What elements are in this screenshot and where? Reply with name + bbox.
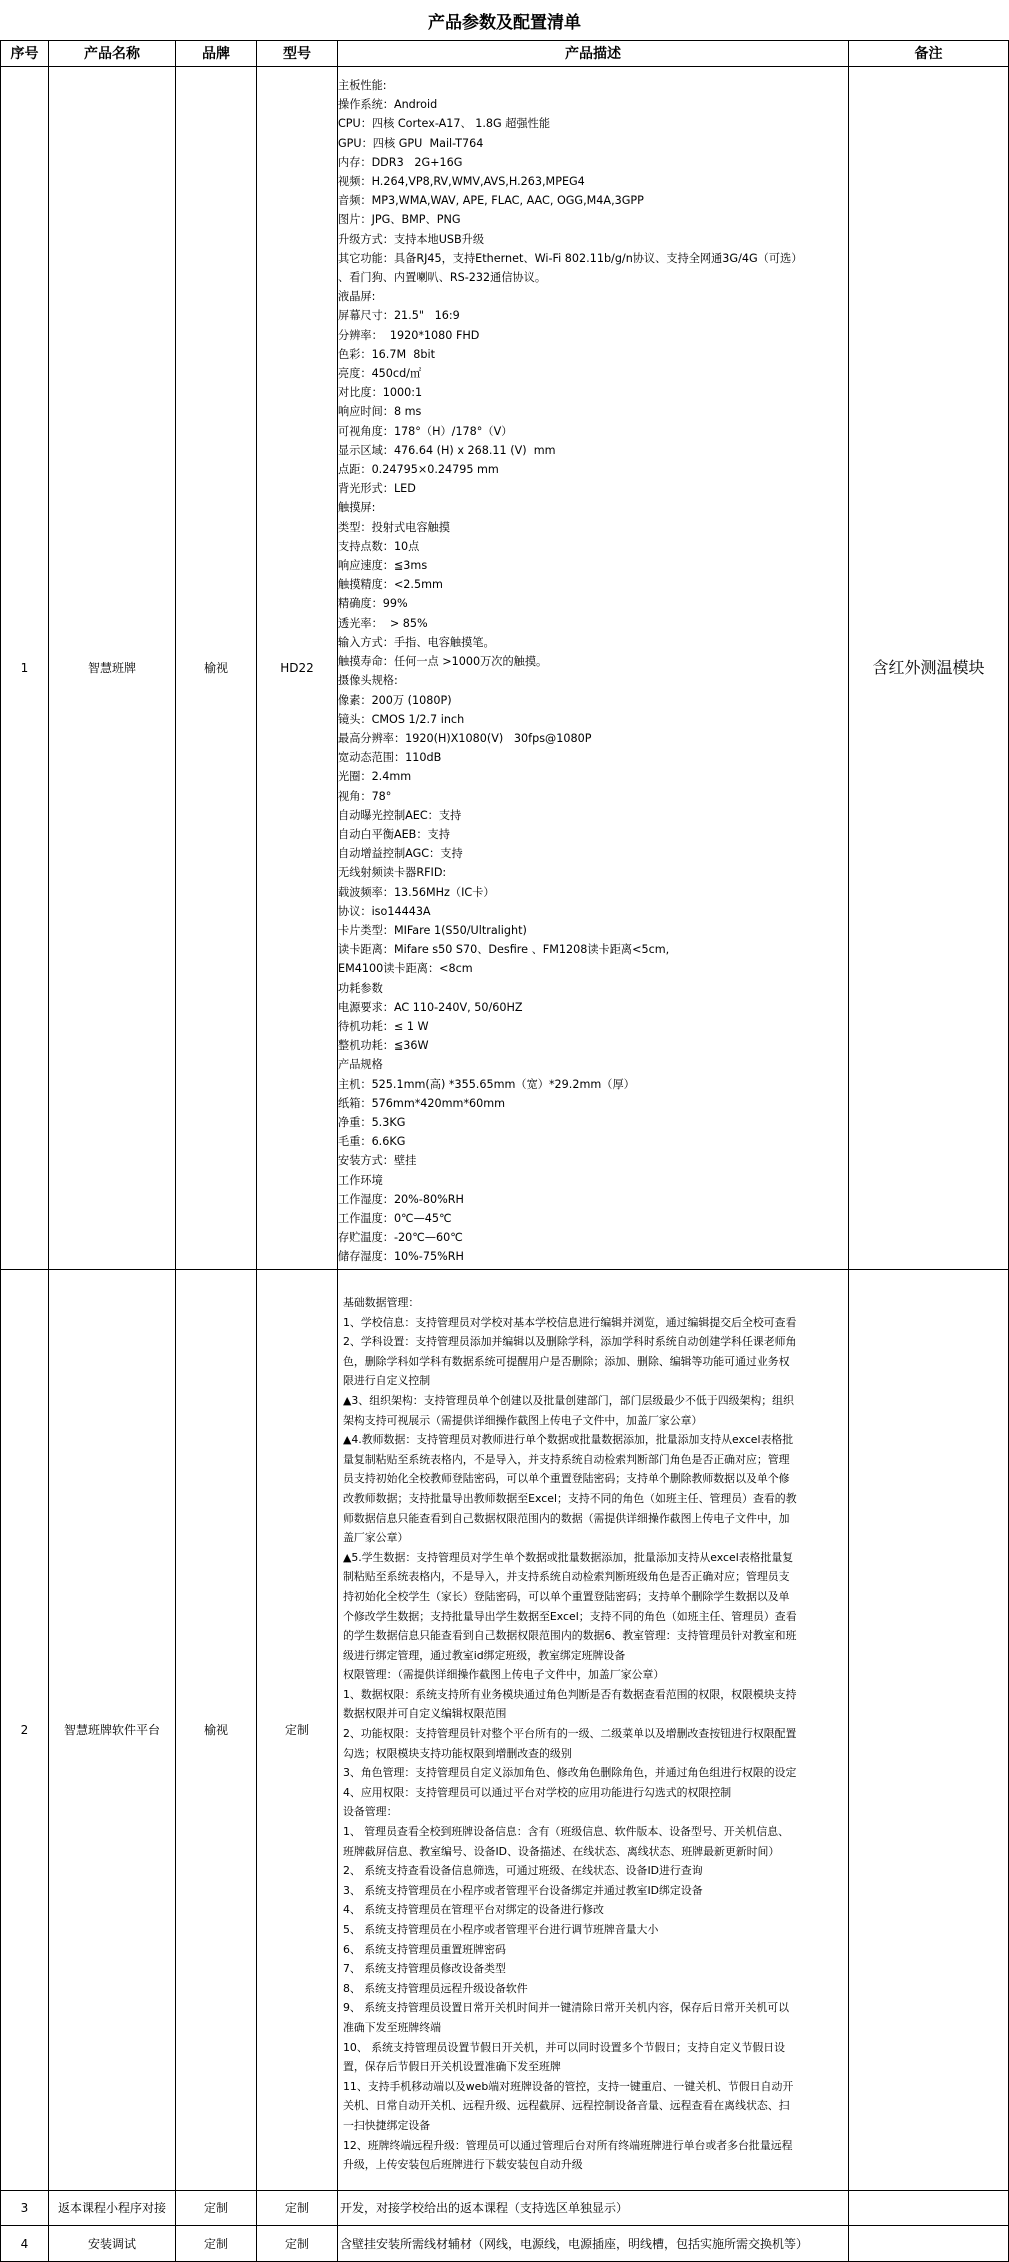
row4-name: 安装调试 bbox=[87, 2236, 136, 2251]
header-desc: 产品描述 bbox=[565, 45, 621, 62]
row2-model: 定制 bbox=[284, 1723, 309, 1737]
row1-remark: 含红外测温模块 bbox=[872, 658, 985, 677]
row1-index: 1 bbox=[20, 661, 29, 675]
row4-index: 4 bbox=[20, 2236, 29, 2251]
header-name: 产品名称 bbox=[84, 45, 140, 62]
row3-model: 定制 bbox=[284, 2201, 309, 2215]
header-model: 型号 bbox=[283, 45, 311, 62]
row2-index: 2 bbox=[20, 1723, 29, 1737]
row2-description: 基础数据管理： 1、学校信息：支持管理员对学校对基本学校信息进行编辑并浏览，通过编辑提交后全校可查看 2、学科设置：支持管理员添加并编辑以及删除学科，添加学科时系统自动创建学科任课老师角 色，删除学科如学科有数据系统可提醒用户是否删除；添加、删除、编辑等功能可通过业务权 限进行自定义控制 ▲3、组织架构：支持管理员单个创建以及批量创建部门，部门层级最少不低于四级架构；组织 架构支持可视展示（需提供详细操作截图上传电子文件中，加盖厂家公章） ▲4.教师数据：支持管理员对教师进行单个数据或批量数据添加，批量添加支持从excel表格批 量复制粘贴至系统表格内，不是导入，并支持系统自动检索判断部门角色是否正确对应；管理 员支持初始化全校教师登陆密码，可以单个重置登陆密码；支持单个删除教师数据以及单个修 改教师数据；支持批量导出教师数据至Excel；支持不同的角色（如班主任、管理员）查看的教 师数据信息只能查看到自己数据权限范围内的数据（需提供详细操作截图上传电子文件中，加 盖厂家公章） ▲5.学生数据：支持管理员对学生单个数据或批量数据添加，批量添加支持从excel表格批量复 制粘贴至系统表格内，不是导入，并支持系统自动检索判断班级角色是否正确对应；管理员支 持初始化全校学生（家长）登陆密码，可以单个重置登陆密码；支持单个删除学生数据以及单 个修改学生数据；支持批量导出学生数据至Excel；支持不同的角色（如班主任、管理员）查看 的学生数据信息只能查看到自己数据权限范围内的数据6、教室管理：支持管理员针对教室和班 级进行绑定管理，通过教室id绑定班级，教室绑定班牌设备 权限管理：（需提供详细操作截图上传电子文件中，加盖厂家公章） 1、数据权限：系统支持所有业务模块通过角色判断是否有数据查看范围的权限，权限模块支持 数据权限并可自定义编辑权限范围 2、功能权限：支持管理员针对整个平台所有的一级、二级菜单以及增删改查按钮进行权限配置 勾选；权限模块支持功能权限到增删改查的级别 3、角色管理：支持管理员自定义添加角色、修改角色删除角色，并通过角色组进行权限的设定 4、应用权限：支持管理员可以通过平台对学校的应用功能进行勾选式的权限控制 设备管理： 1、 管理员查看全校到班牌设备信息：含有（班级信息、软件版本、设备型号、开关机信息、 班牌截屏信息、教室编号、设备ID、设备描述、在线状态、离线状态、班牌最新更新时间） 2、 系统支持查看设备信息筛选，可通过班级、在线状态、设备ID进行查询 3、 系统支持管理员在小程序或者管理平台设备绑定并通过教室ID绑定设备 4、 系统支持管理员在管理平台对绑定的设备进行修改 5、 系统支持管理员在小程序或者管理平台进行调节班牌音量大小 6、 系统支持管理员重置班牌密码 7、 系统支持管理员修改设备类型 8、 系统支持管理员远程升级设备软件 9、 系统支持管理员设置日常开关机时间并一键清除日常开关机内容，保存后日常开关机可以 准确下发至班牌终端 10、 系统支持管理员设置节假日开关机，并可以同时设置多个节假日；支持自定义节假日设 置，保存后节假日开关机设置准确下发至班牌 11、支持手机移动端以及web端对班牌设备的管控，支持一键重启、一键关机、节假日自动开 关机、日常自动开关机、远程升级、远程截屏、远程控制设备音量、远程查看在离线状态、扫 一扫快捷绑定设备 12、班牌终端远程升级：管理员可以通过管理后台对所有终端班牌进行单台或者多台批量远程 升级，上传安装包后班牌进行下载安装包自动升级 bbox=[343, 1296, 797, 2172]
row4-remark bbox=[849, 2226, 1008, 2261]
row1-model: HD22 bbox=[280, 661, 314, 675]
row3-description: 开发，对接学校给出的返本课程（支持选区单独显示） bbox=[340, 2201, 629, 2215]
row2-remark bbox=[849, 1270, 1008, 2190]
header-brand: 品牌 bbox=[202, 45, 230, 62]
row2-brand: 榆视 bbox=[203, 1723, 228, 1737]
row4-model: 定制 bbox=[284, 2236, 309, 2251]
row1-description: 主板性能: 操作系统：Android CPU：四核 Cortex-A17、 1.8G 超强性能 GPU：四核 GPU Mail-T764 内存：DDR3 2G+16G 视频：H.264,VP8,RV,WMV,AVS,H.263,MPEG4 音频：MP3,WMA,WAV, APE, FLAC, AAC, OGG,M4A,3GPP 图片：JPG、BMP、PNG 升级方式：支持本地USB升级 其它功能：具备RJ45，支持Ethernet、Wi-Fi 802.11b/g/n协议、支持全网通3G/4G（可选） 、看门狗、内置喇叭、RS-232通信协议。 液晶屏: 屏幕尺寸：21.5" 16:9 分辨率： 1920*1080 FHD 色彩：16.7M 8bit 亮度：450cd/㎡ 对比度：1000:1 响应时间：8 ms 可视角度：178°（H）/178°（V） 显示区域：476.64 (H) x 268.11 (V) mm 点距：0.24795×0.24795 mm 背光形式：LED 触摸屏: 类型：投射式电容触摸 支持点数：10点 响应速度：≦3ms 触摸精度：<2.5mm 精确度：99% 透光率： > 85% 输入方式：手指、电容触摸笔。 触摸寿命：任何一点 >1000万次的触摸。 摄像头规格: 像素：200万 (1080P) 镜头：CMOS 1/2.7 inch 最高分辨率：1920(H)X1080(V) 30fps@1080P 宽动态范围：110dB 光圈：2.4mm 视角：78° 自动曝光控制AEC：支持 自动白平衡AEB：支持 自动增益控制AGC：支持 无线射频读卡器RFID: 载波频率：13.56MHz（IC卡） 协议：iso14443A 卡片类型：MIFare 1(S50/Ultralight) 读卡距离：Mifare s50 S70、Desfire 、FM1208读卡距离<5cm, EM4100读卡距离：<8cm 功耗参数 电源要求：AC 110-240V, 50/60HZ 待机功耗：≤ 1 W 整机功耗：≦36W 产品规格 主机：525.1mm(高) *355.65mm（宽）*29.2mm（厚） 纸箱：576mm*420mm*60mm 净重：5.3KG 毛重：6.6KG 安装方式：壁挂 工作环境 工作湿度：20%-80%RH 工作温度：0℃—45℃ 存贮温度：-20℃—60℃ 储存湿度：10%-75%RH bbox=[338, 79, 803, 1264]
row1-name: 智慧班牌 bbox=[87, 661, 136, 675]
header-index: 序号 bbox=[10, 45, 39, 62]
row3-remark bbox=[849, 2191, 1008, 2225]
header-remark: 备注 bbox=[914, 45, 943, 62]
row3-index: 3 bbox=[20, 2201, 29, 2215]
row1-brand: 榆视 bbox=[203, 661, 228, 675]
row4-description: 含壁挂安装所需线材辅材（网线，电源线，电源插座，明线槽，包括实施所需交换机等） bbox=[340, 2236, 809, 2251]
row3-brand: 定制 bbox=[203, 2201, 228, 2215]
row3-name: 返本课程小程序对接 bbox=[57, 2201, 166, 2215]
document-title: 产品参数及配置清单 bbox=[428, 13, 581, 33]
row2-name: 智慧班牌软件平台 bbox=[63, 1723, 160, 1737]
row4-brand: 定制 bbox=[203, 2236, 228, 2251]
